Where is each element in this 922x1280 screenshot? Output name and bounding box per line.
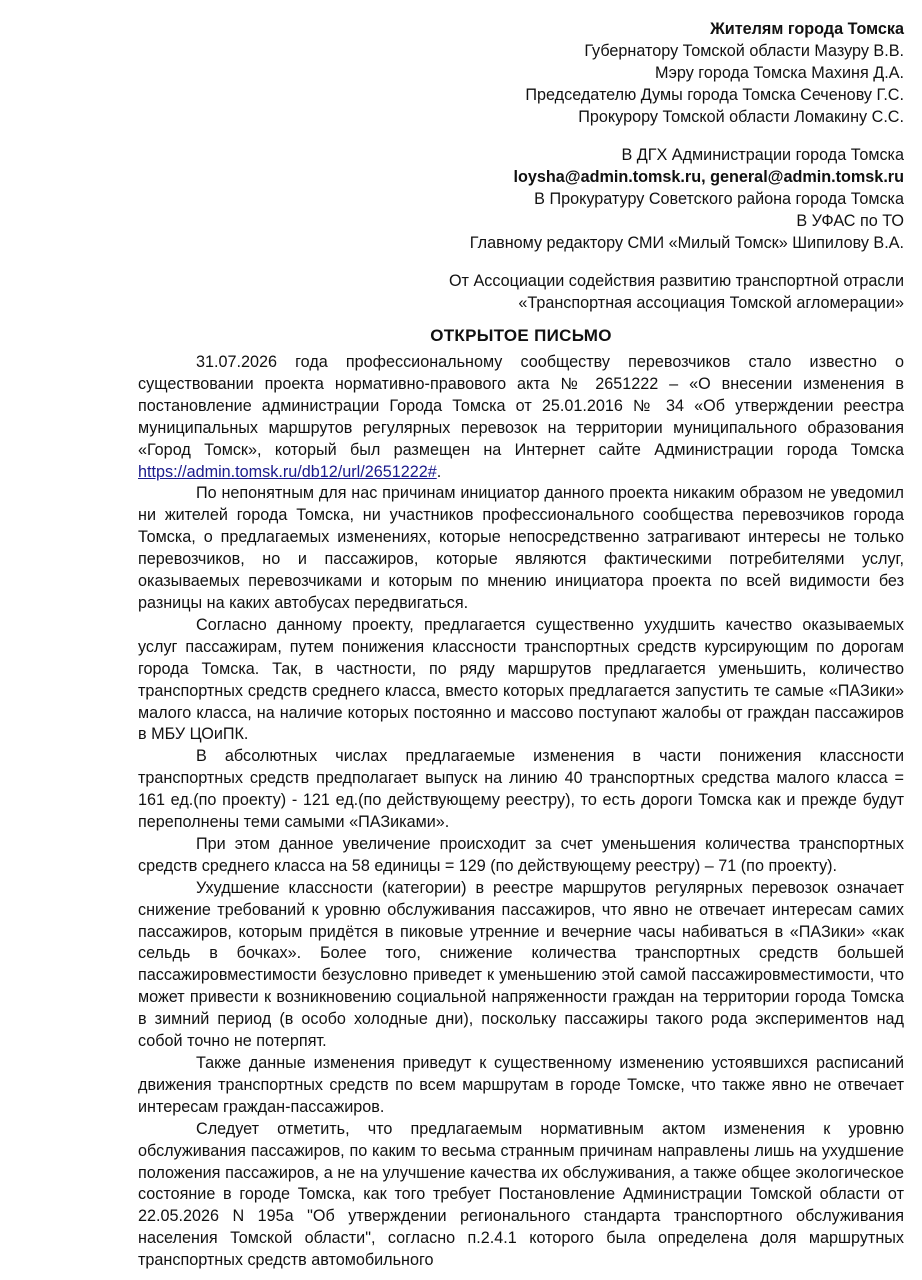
paragraph: Следует отметить, что предлагаемым нормативным актом изменения к уровню обслуживания пассажиров, по каким то весьма странным причинам направлены лишь на ухудшение положения пассажиров, а не на улучшение качества их обслуживания, а также общее экологическое состояние в городе Томска, как того требует Постановление Администрации Томской области от 22.05.2026 N 195а "Об утверждении регионального стандарта транспортного обслуживания населения Томской области", согласно п.2.4.1 которого была определена доля маршрутных транспортных средств автомобильного [138, 1119, 904, 1270]
recipient-line: Прокурору Томской области Ломакину С.С. [578, 108, 904, 126]
paragraph-text: 31.07.2026 года профессиональному сообществу перевозчиков стало известно о существовании проекта нормативно-правового акта № 2651222 – «О внесении изменения в постановление администрации Города Томска от 25.01.2016 № 34 «Об утверждении реестра муниципальных маршрутов регулярных перевозок на территории муниципального образования «Город Томск», который был размещен на Интернет сайте Администрации города Томска [138, 353, 904, 459]
paragraph: Также данные изменения приведут к существенному изменению устоявшихся расписаний движения транспортных средств по всем маршрутам в городе Томске, что также явно не отвечает интересам граждан-пассажиров. [138, 1054, 904, 1116]
recipient-line: Мэру города Томска Махиня Д.А. [654, 64, 904, 82]
paragraph: При этом данное увеличение происходит за счет уменьшения количества транспортных средств среднего класса на 58 единицы = 129 (по действующему реестру) – 71 (по проекту). [138, 834, 904, 875]
recipient-line: Жителям города Томска [710, 20, 904, 38]
sender-block [138, 270, 904, 314]
paragraph: В абсолютных числах предлагаемые изменения в части понижения классности транспортных средств предполагает выпуск на линию 40 транспортных средства малого класса = 161 ед.(по проекту) - 121 ед.(по действующему реестру), то есть дороги Томска как и прежде будут переполнены теми самыми «ПАЗиками». [138, 747, 904, 832]
letter-body [138, 352, 904, 1272]
letter-title: ОТКРЫТОЕ ПИСЬМО [430, 326, 612, 345]
recipient-line: Главному редактору СМИ «Милый Томск» Шипилову В.А. [469, 234, 904, 252]
paragraph [138, 352, 904, 483]
recipient-line: В ДГХ Администрации города Томска [621, 146, 904, 164]
recipients-block-2 [138, 144, 904, 254]
recipients-block [138, 18, 904, 128]
sender-line: «Транспортная ассоциация Томской агломерации» [518, 294, 904, 312]
recipient-line: В Прокуратуру Советского района города Томска [534, 190, 904, 208]
recipient-line: Председателю Думы города Томска Сеченову Г.С. [525, 86, 904, 104]
project-link[interactable]: https://admin.tomsk.ru/db12/url/2651222# [138, 462, 437, 481]
sender-line: От Ассоциации содействия развитию транспортной отрасли [448, 272, 904, 290]
paragraph: Ухудшение классности (категории) в реестре маршрутов регулярных перевозок означает снижение требований к уровню обслуживания пассажиров, что явно не отвечает интересам самих пассажиров, которым придётся в пиковые утренние и вечерние часы набиваться в «ПАЗики» «как сельдь в бочках». Более того, снижение количества транспортных средств большей пассажировместимости безусловно приведет к уменьшению этой самой пассажировместимости, что может привести к возникновению социальной напряженности граждан на территории города Томска в зимний период (в особо холодные дни), поскольку пассажиры такого рода экспериментов над собой точно не потерпят. [138, 878, 904, 1051]
recipient-line: В УФАС по ТО [796, 212, 904, 230]
paragraph: Согласно данному проекту, предлагается существенно ухудшить качество оказываемых услуг пассажирам, путем понижения классности транспортных средств курсирующим по дорогам города Томска. Так, в частности, по ряду маршрутов предлагается уменьшить, количество транспортных средств среднего класса, вместо которых предлагается запустить те самые «ПАЗики» малого класса, на наличие которых постоянно и массово поступают жалобы от граждан пассажиров в МБУ ЦОиПК. [138, 615, 904, 744]
paragraph: По непонятным для нас причинам инициатор данного проекта никаким образом не уведомил ни жителей города Томска, ни участников профессионального сообщества перевозчиков города Томска, о предлагаемых изменениях, которые непосредственно затрагивают интересы не только перевозчиков, но и пассажиров, которые являются фактическими потребителями услуг, оказываемых перевозчиками и которым по мнению инициатора проекта по всей видимости без разницы на каких автобусах передвигаться. [138, 484, 904, 612]
recipient-emails: loysha@admin.tomsk.ru, general@admin.tomsk.ru [513, 168, 904, 186]
recipient-line: Губернатору Томской области Мазуру В.В. [584, 42, 904, 60]
paragraph-text: . [436, 462, 442, 481]
